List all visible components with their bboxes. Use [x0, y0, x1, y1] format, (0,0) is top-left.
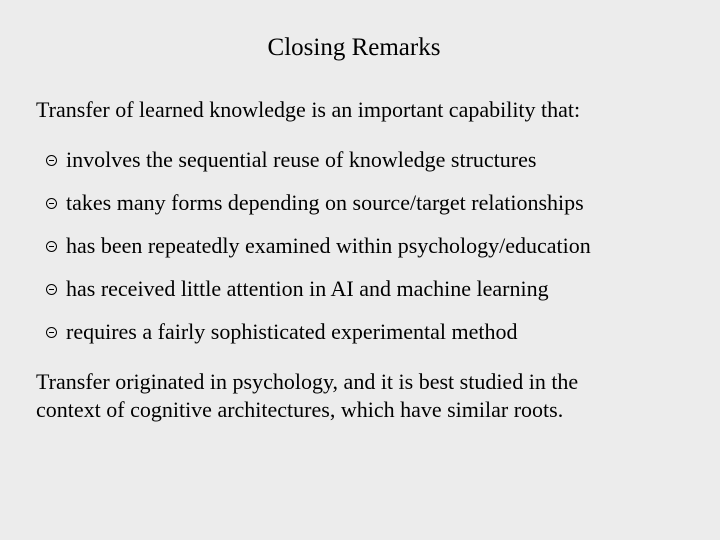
closing-line: context of cognitive architectures, which have similar roots.: [36, 397, 564, 422]
bullet-icon: [46, 198, 57, 209]
bullet-icon: [46, 155, 57, 166]
slide-title: Closing Remarks: [267, 34, 441, 61]
bullet-text: has received little attention in AI and machine learning: [66, 276, 549, 301]
intro-text: Transfer of learned knowledge is an important capability that:: [36, 97, 581, 122]
bullet-text: takes many forms depending on source/target relationships: [66, 190, 584, 215]
closing-line: Transfer originated in psychology, and it is best studied in the: [36, 369, 579, 394]
closing-paragraph: [36, 368, 676, 424]
bullet-icon: [46, 241, 57, 252]
bullet-text: requires a fairly sophisticated experimental method: [66, 319, 518, 344]
bullet-icon: [46, 284, 57, 295]
bullet-text: has been repeatedly examined within psychology/education: [66, 233, 591, 258]
bullet-icon: [46, 327, 57, 338]
bullet-text: involves the sequential reuse of knowledge structures: [66, 147, 537, 172]
